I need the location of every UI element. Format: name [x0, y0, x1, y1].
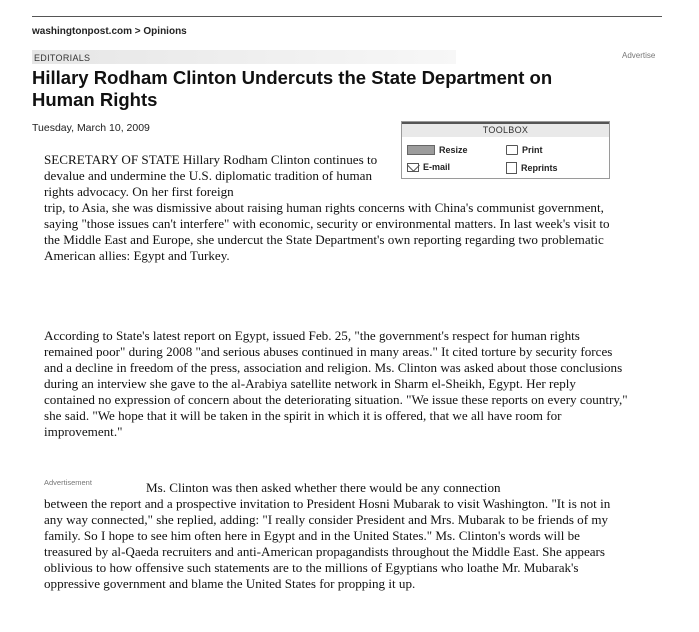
document-icon [506, 162, 517, 174]
toolbox [401, 121, 610, 179]
article-paragraph-2: According to State's latest report on Egypt, issued Feb. 25, "the government's respect for human rights remained poor" during 2008 "and serious abuses continued in many areas." It cited torture by security forces and a decline in freedom of the press, association and religion. Ms. Clinton was asked about those conclusions during an interview she gave to the al-Arabiya satellite network in Sharm el-Sheikh, Egypt. Her reply contained no expression of concern about the deteriorating situation. "We issue these reports on every country," she said. "We hope that it will be taken in the spirit in which it is offered, that we all have room for improvement." [44, 328, 628, 439]
reprints-label: Reprints [521, 163, 558, 173]
article-date: Tuesday, March 10, 2009 [32, 122, 150, 134]
email-label: E-mail [423, 162, 451, 172]
breadcrumb-site-link[interactable]: washingtonpost.com [32, 26, 132, 37]
toolbox-title: TOOLBOX [402, 122, 609, 137]
reprints-button[interactable] [506, 162, 558, 174]
article-paragraph-1: trip, to Asia, she was dismissive about raising human rights concerns with China's communist government, saying "those issues can't interfere" with economic, security or environmental matters. In last week's visit to the Middle East and Europe, she undercut the State Department's own reporting regarding two problematic American allies: Egypt and Turkey. [44, 200, 610, 263]
breadcrumb-section-link[interactable]: Opinions [143, 26, 187, 37]
article-paragraph-3: between the report and a prospective invitation to President Hosni Mubarak to visit Washington. "It is not in any way connected," she replied, adding: "I really consider President and Mrs. Mubarak to be friends of my family. So I hope to see him often here in Egypt and in the United States." Ms. Clinton's words will be treasured by al-Qaeda recruiters and anti-American propagandists throughout the Middle East. She appears oblivious to how offensive such statements are to the millions of Egyptians who loathe Mr. Mubarak's oppressive government and blame the United States for propping it up. [44, 496, 611, 591]
advertisement-label: Advertise [622, 51, 656, 60]
resize-button[interactable] [407, 145, 468, 155]
breadcrumb-separator: > [134, 26, 141, 37]
inline-advertisement-label: Advertisement [44, 478, 92, 487]
section-bar [32, 50, 456, 64]
section-label[interactable]: EDITORIALS [34, 53, 91, 63]
article-paragraph-3-lead: Ms. Clinton was then asked whether there would be any connection [146, 480, 501, 495]
printer-icon [506, 145, 518, 155]
email-button[interactable] [407, 162, 450, 172]
print-button[interactable] [506, 145, 543, 155]
article-paragraph-1-lead: SECRETARY OF STATE Hillary Rodham Clinton continues to devalue and undermine the U.S. diplomatic tradition of human rights advocacy. On her first foreign [44, 152, 378, 199]
resize-label: Resize [439, 145, 468, 155]
resize-icon [407, 145, 435, 155]
article-headline: Hillary Rodham Clinton Undercuts the State Department on Human Rights [32, 67, 553, 110]
breadcrumb [32, 26, 187, 37]
print-label: Print [522, 145, 543, 155]
top-divider [32, 16, 662, 17]
envelope-icon [407, 163, 419, 172]
